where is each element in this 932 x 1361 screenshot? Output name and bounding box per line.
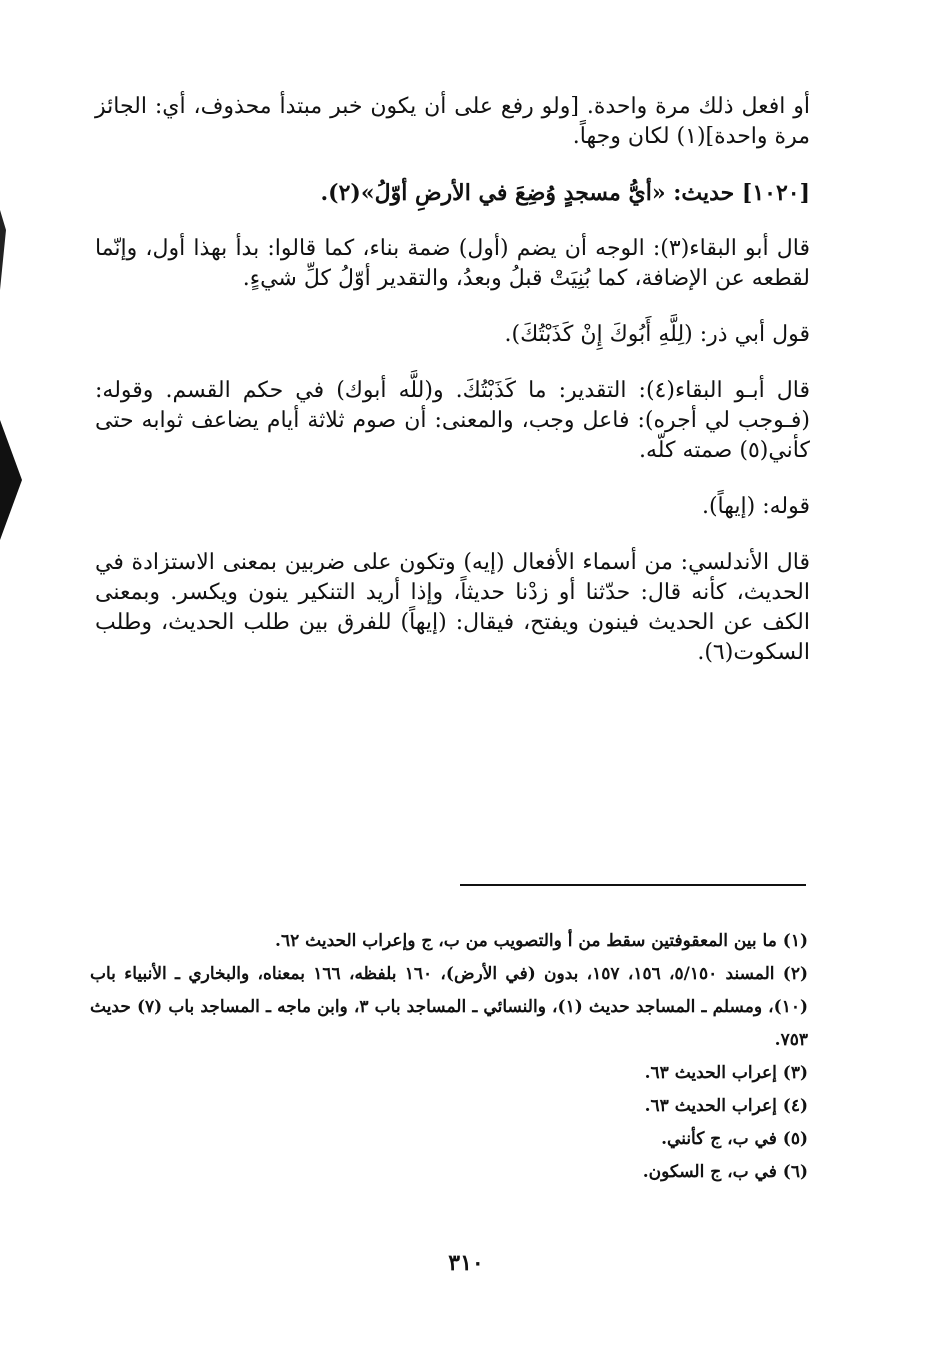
main-text xyxy=(95,92,810,694)
paragraph: قول أبي ذر: (لِلَّهِ أَبُوكَ إِنْ كَذَبْتُكَ). xyxy=(504,322,810,347)
footnote: (٥) في ب، ج كأنني. xyxy=(661,1129,808,1149)
hadith-heading: [١٠٢٠] حديث: «أيُّ مسجدٍ وُضِعَ في الأرضِ أوّلُ»(٢). xyxy=(320,180,810,206)
footnote: (٤) إعراب الحديث ٦٣. xyxy=(644,1096,808,1116)
footnotes xyxy=(90,925,808,1189)
footnote: (٢) المسند ٥/١٥٠، ١٥٦، ١٥٧، بدون (في الأرض)، ١٦٠ بلفظه، ١٦٦ بمعناه، والبخاري ـ الأنبياء باب (١٠)، ومسلم ـ المساجد حديث (١)، والنسائي ـ المساجد باب ٣، وابن ماجه ـ المساجد باب (٧) حديث ٧٥٣. xyxy=(90,964,809,1050)
paragraph: أو افعل ذلك مرة واحدة. [ولو رفع على أن يكون خبر مبتدأ محذوف، أي: الجائز مرة واحدة](١) لكان وجهاً. xyxy=(95,94,810,149)
binding-shadow-mark xyxy=(0,210,6,290)
paragraph: قال الأندلسي: من أسماء الأفعال (إيه) وتكون على ضربين بمعنى الاستزادة في الحديث، كأنه قال: حدّثنا أو زدْنا حديثاً، وإذا أريد التنكير ينون ويكسر. وبمعنى الكف عن الحديث فينون ويفتح، فيقال: (إيهاً) للفرق بين طلب الحديث، وطلب السكوت(٦). xyxy=(95,550,810,665)
footnote: (٣) إعراب الحديث ٦٣. xyxy=(644,1063,808,1083)
paragraph: قال أبو البقاء(٣): الوجه أن يضم (أول) ضمة بناء، كما قالوا: بدأ بهذا أول، وإنّما لقطعه عن الإضافة، كما بُنِيَتْ قبلُ وبعدُ، والتقدير أوّلُ كلِّ شيءٍ. xyxy=(95,236,811,291)
page-number: ٣١٠ xyxy=(448,1250,484,1276)
footnote: (١) ما بين المعقوفتين سقط من أ والتصويب من ب، ج وإعراب الحديث ٦٢. xyxy=(275,931,808,951)
footnote: (٦) في ب، ج السكون. xyxy=(642,1162,808,1182)
binding-shadow-mark xyxy=(0,420,22,540)
paragraph: قال أبـو البقاء(٤): التقدير: ما كَذَبْتُكَ. و(للَّه أبوك) في حكم القسم. وقوله: (فـوجب لي أجره): فاعل وجب، والمعنى: أن صوم ثلاثة أيام يضاعف ثوابه حتى كأني(٥) صمته كلّه. xyxy=(95,378,810,463)
paragraph: قوله: (إيهاً). xyxy=(701,494,810,519)
footnote-divider xyxy=(460,884,806,886)
